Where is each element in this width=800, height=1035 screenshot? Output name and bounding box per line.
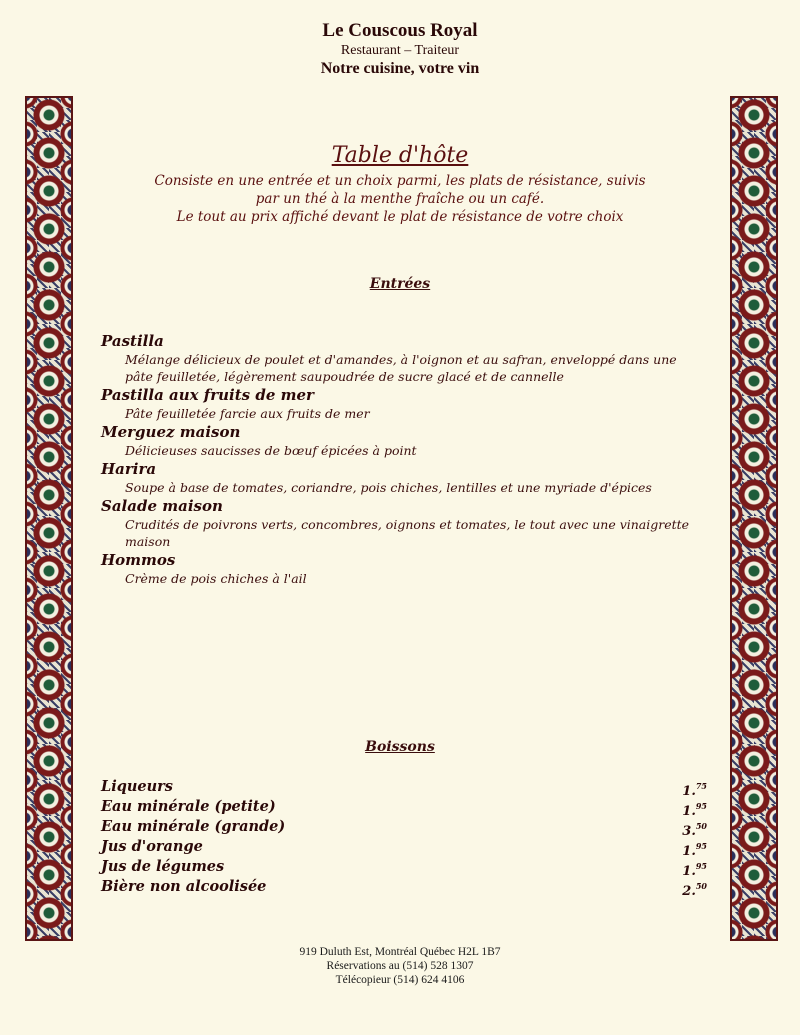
boissons-heading: Boissons bbox=[365, 739, 435, 755]
drink-item bbox=[101, 816, 707, 839]
dish-name: Harira bbox=[101, 460, 157, 478]
price-integer: 1. bbox=[682, 804, 696, 819]
dish-name: Hommos bbox=[101, 551, 176, 569]
price-cents: 95 bbox=[695, 841, 707, 851]
restaurant-header bbox=[0, 20, 800, 79]
dish-description: Crudités de poivrons verts, concombres, oignons et tomates, le tout avec une vinaigrette maison bbox=[125, 517, 690, 549]
drink-name: Jus d'orange bbox=[101, 838, 203, 855]
dish-name: Salade maison bbox=[101, 497, 223, 515]
drink-item bbox=[101, 856, 707, 879]
footer-address: 919 Duluth Est, Montréal Québec H2L 1B7 bbox=[299, 946, 501, 958]
entrees-list bbox=[101, 331, 701, 587]
dish-item bbox=[101, 459, 701, 496]
price-cents: 50 bbox=[695, 821, 707, 831]
drink-name: Eau minérale (petite) bbox=[101, 798, 276, 815]
drink-name: Liqueurs bbox=[101, 778, 173, 795]
table-hote-description bbox=[100, 172, 700, 226]
dish-item bbox=[101, 331, 701, 385]
price-cents: 95 bbox=[695, 861, 707, 871]
price-integer: 1. bbox=[682, 864, 696, 879]
drink-item bbox=[101, 876, 707, 899]
price-integer: 3. bbox=[682, 824, 696, 839]
dish-description: Délicieuses saucisses de bœuf épicées à point bbox=[125, 443, 417, 458]
dish-item bbox=[101, 496, 701, 550]
footer-reservations: Réservations au (514) 528 1307 bbox=[326, 960, 474, 972]
restaurant-slogan: Notre cuisine, votre vin bbox=[320, 60, 480, 77]
price-integer: 1. bbox=[682, 844, 696, 859]
dish-description: Pâte feuilletée farcie aux fruits de mer bbox=[125, 406, 370, 421]
left-mosaic-border bbox=[25, 96, 73, 941]
table-hote-line: par un thé à la menthe fraîche ou un café. bbox=[255, 191, 545, 207]
dish-description: Soupe à base de tomates, coriandre, pois chiches, lentilles et une myriade d'épices bbox=[125, 480, 652, 495]
table-hote-line: Consiste en une entrée et un choix parmi, les plats de résistance, suivis bbox=[154, 173, 646, 189]
table-hote-title: Table d'hôte bbox=[331, 143, 469, 168]
drink-name: Bière non alcoolisée bbox=[101, 878, 267, 895]
dish-item bbox=[101, 385, 701, 422]
dish-name: Pastilla aux fruits de mer bbox=[101, 386, 314, 404]
drink-price bbox=[682, 876, 707, 902]
dish-description: Mélange délicieux de poulet et d'amandes, à l'oignon et au safran, enveloppé dans une pâte feuilletée, légèrement saupoudrée de sucre glacé et de cannelle bbox=[125, 352, 677, 384]
dish-item bbox=[101, 550, 701, 587]
drink-name: Eau minérale (grande) bbox=[101, 818, 286, 835]
right-mosaic-border bbox=[730, 96, 778, 941]
dish-item bbox=[101, 422, 701, 459]
drink-item bbox=[101, 836, 707, 859]
restaurant-subtitle: Restaurant – Traiteur bbox=[340, 43, 460, 58]
price-integer: 1. bbox=[682, 784, 696, 799]
dish-name: Pastilla bbox=[101, 332, 164, 350]
price-cents: 75 bbox=[695, 781, 707, 791]
drink-item bbox=[101, 796, 707, 819]
table-hote-line: Le tout au prix affiché devant le plat de résistance de votre choix bbox=[176, 209, 624, 225]
entrees-heading: Entrées bbox=[369, 276, 431, 292]
drink-name: Jus de légumes bbox=[101, 858, 225, 875]
price-integer: 2. bbox=[682, 884, 696, 899]
price-cents: 50 bbox=[695, 881, 707, 891]
restaurant-name: Le Couscous Royal bbox=[322, 20, 478, 41]
price-cents: 95 bbox=[695, 801, 707, 811]
boissons-list bbox=[101, 776, 707, 899]
dish-name: Merguez maison bbox=[101, 423, 241, 441]
footer-fax: Télécopieur (514) 624 4106 bbox=[335, 974, 465, 986]
drink-item bbox=[101, 776, 707, 799]
restaurant-footer bbox=[0, 945, 800, 987]
dish-description: Crème de pois chiches à l'ail bbox=[125, 571, 307, 586]
